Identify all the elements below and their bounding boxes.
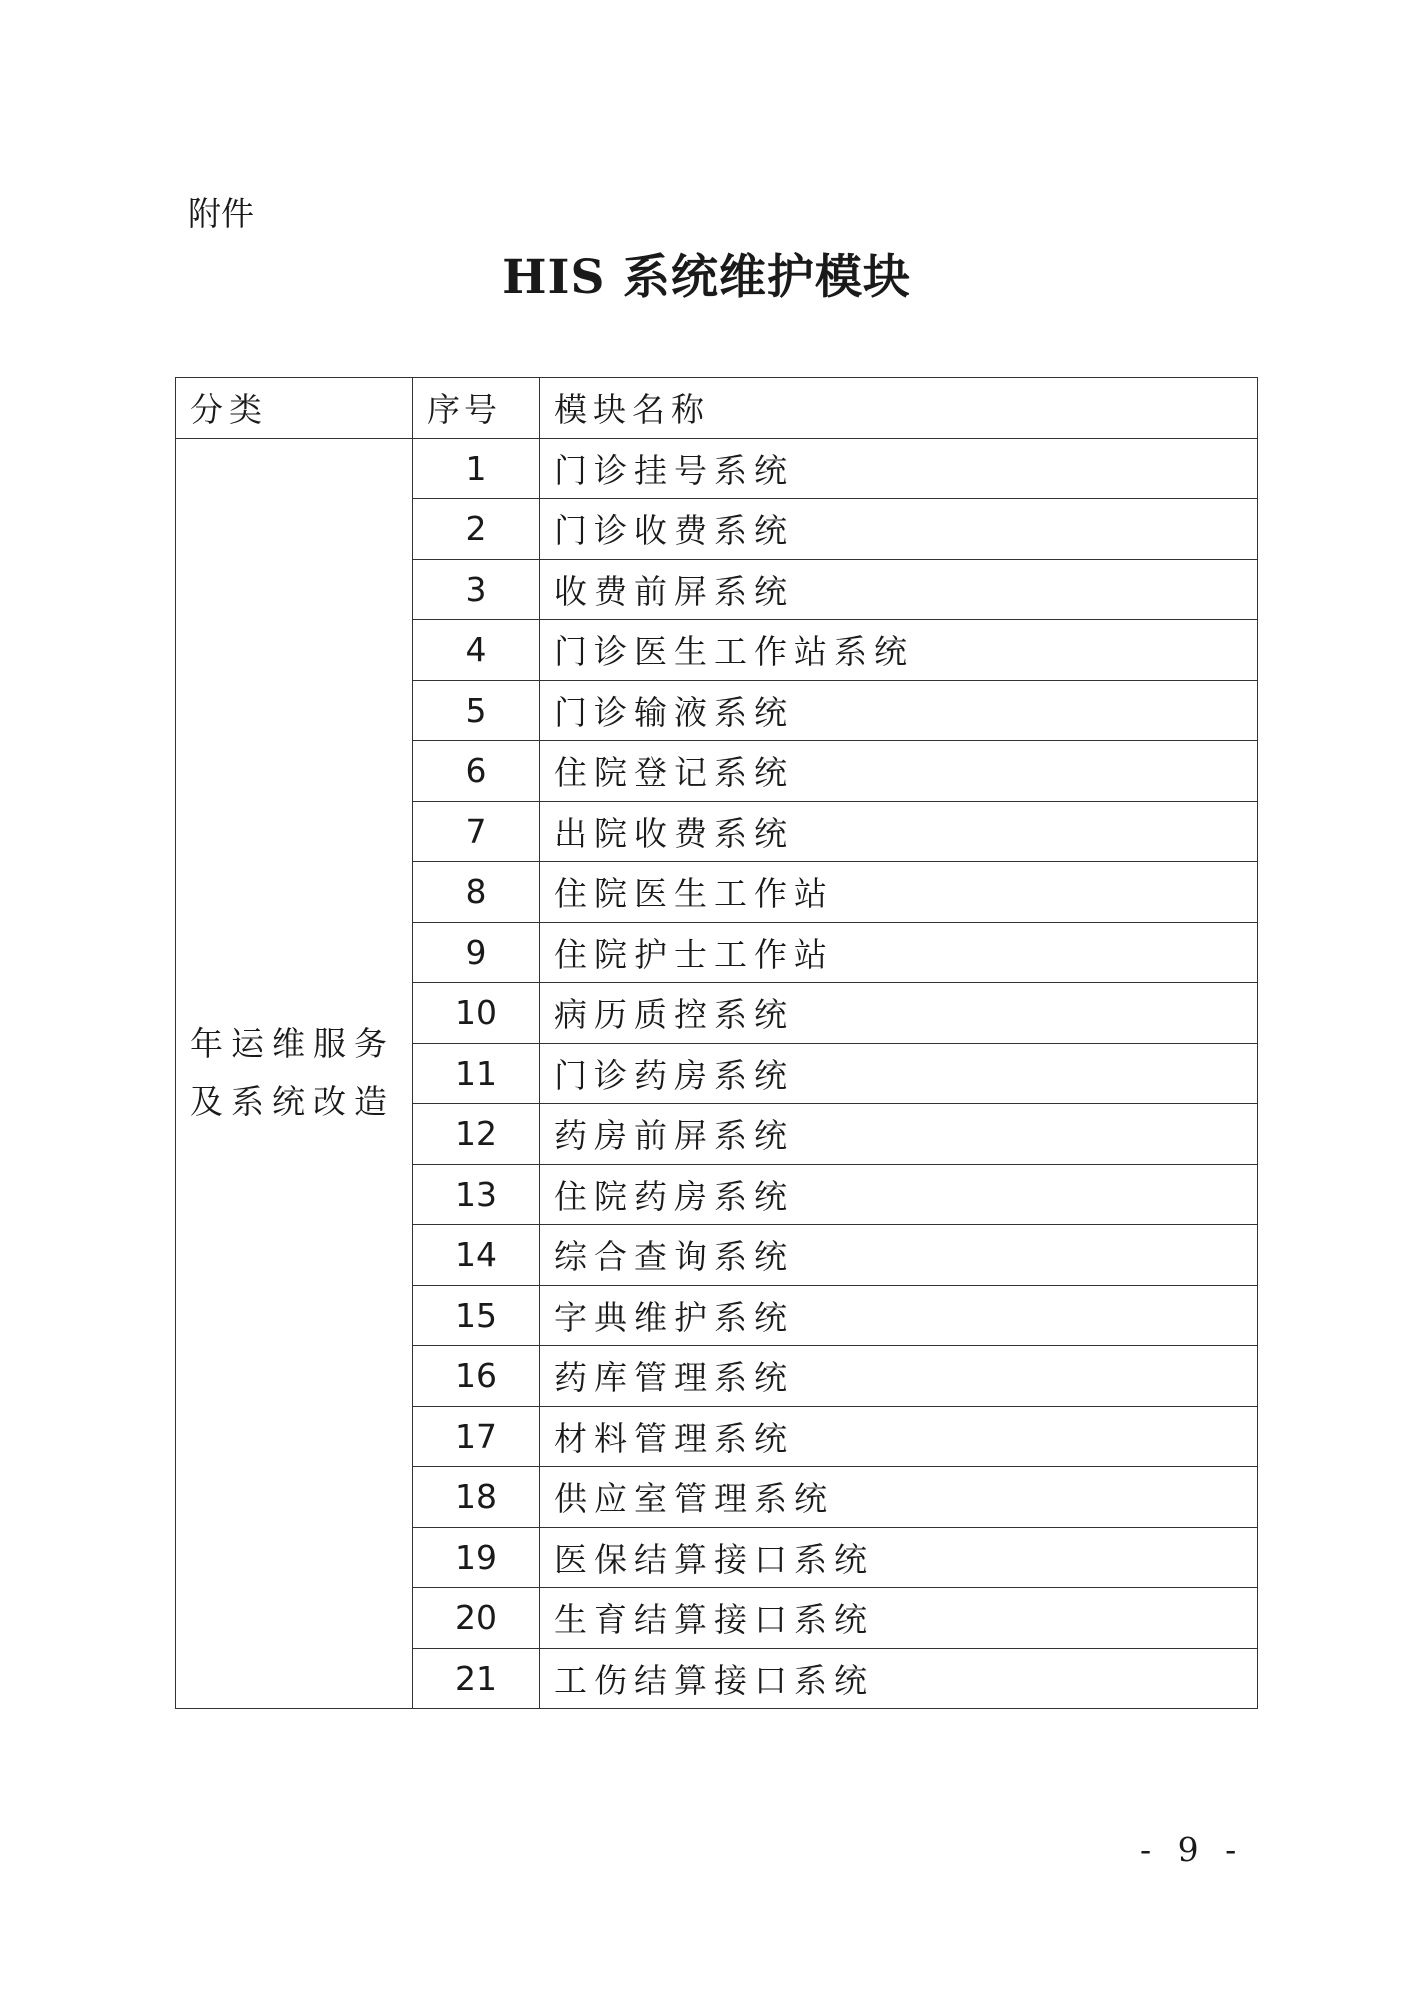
module-name-cell: 住院登记系统: [540, 741, 1258, 802]
module-name-cell: 住院护士工作站: [540, 922, 1258, 983]
table-row: [176, 438, 1258, 499]
module-name-cell: 生育结算接口系统: [540, 1588, 1258, 1649]
sequence-cell: 20: [413, 1588, 540, 1649]
sequence-cell: 11: [413, 1043, 540, 1104]
module-name-cell: 收费前屏系统: [540, 559, 1258, 620]
module-name-cell: 综合查询系统: [540, 1225, 1258, 1286]
sequence-cell: 19: [413, 1527, 540, 1588]
sequence-cell: 12: [413, 1104, 540, 1165]
sequence-cell: 5: [413, 680, 540, 741]
module-name-cell: 门诊挂号系统: [540, 438, 1258, 499]
sequence-cell: 7: [413, 801, 540, 862]
module-name-cell: 工伤结算接口系统: [540, 1648, 1258, 1709]
module-name-cell: 门诊收费系统: [540, 499, 1258, 560]
module-name-cell: 病历质控系统: [540, 983, 1258, 1044]
module-name-cell: 住院药房系统: [540, 1164, 1258, 1225]
module-name-cell: 门诊输液系统: [540, 680, 1258, 741]
module-name-cell: 供应室管理系统: [540, 1467, 1258, 1528]
sequence-cell: 21: [413, 1648, 540, 1709]
sequence-cell: 17: [413, 1406, 540, 1467]
sequence-cell: 4: [413, 620, 540, 681]
sequence-cell: 3: [413, 559, 540, 620]
header-sequence: 序号: [413, 378, 540, 439]
module-name-cell: 药房前屏系统: [540, 1104, 1258, 1165]
page-number: - 9 -: [1140, 1830, 1245, 1869]
module-name-cell: 药库管理系统: [540, 1346, 1258, 1407]
sequence-cell: 9: [413, 922, 540, 983]
module-name-cell: 住院医生工作站: [540, 862, 1258, 923]
category-cell: 年运维服务及系统改造: [176, 438, 413, 1709]
sequence-cell: 14: [413, 1225, 540, 1286]
module-name-cell: 材料管理系统: [540, 1406, 1258, 1467]
sequence-cell: 8: [413, 862, 540, 923]
module-table: [175, 377, 1258, 1709]
sequence-cell: 1: [413, 438, 540, 499]
sequence-cell: 6: [413, 741, 540, 802]
header-category: 分类: [176, 378, 413, 439]
document-title: HIS 系统维护模块: [502, 250, 911, 305]
module-name-cell: 门诊药房系统: [540, 1043, 1258, 1104]
attachment-label: 附件: [188, 194, 254, 233]
sequence-cell: 10: [413, 983, 540, 1044]
sequence-cell: 18: [413, 1467, 540, 1528]
module-name-cell: 字典维护系统: [540, 1285, 1258, 1346]
module-name-cell: 出院收费系统: [540, 801, 1258, 862]
sequence-cell: 2: [413, 499, 540, 560]
table-header-row: [176, 378, 1258, 439]
sequence-cell: 15: [413, 1285, 540, 1346]
module-name-cell: 医保结算接口系统: [540, 1527, 1258, 1588]
header-module-name: 模块名称: [540, 378, 1258, 439]
sequence-cell: 13: [413, 1164, 540, 1225]
sequence-cell: 16: [413, 1346, 540, 1407]
module-name-cell: 门诊医生工作站系统: [540, 620, 1258, 681]
